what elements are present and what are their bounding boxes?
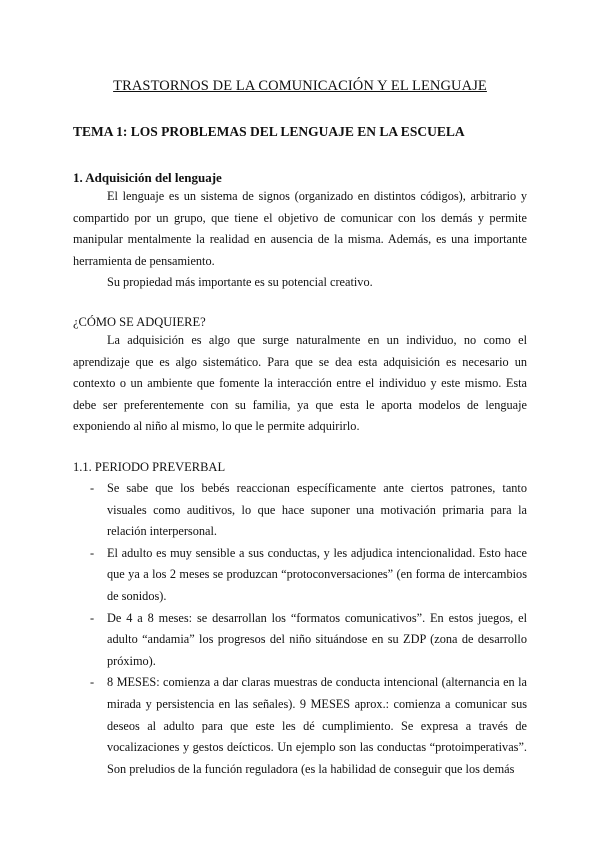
list-item xyxy=(73,608,527,673)
preverbal-bullet-list xyxy=(73,478,527,780)
list-item xyxy=(73,672,527,780)
document-title: TRASTORNOS DE LA COMUNICACIÓN Y EL LENGUAJE xyxy=(113,78,487,94)
list-item xyxy=(73,543,527,608)
list-item-text: 8 MESES: comienza a dar claras muestras de conducta intencional (alternancia en la mirada y persistencia en las señales). 9 MESES aprox.: comienza a comunicar sus deseos al adulto para que este les dé cumplimiento. Se expresa a través de vocalizaciones y gestos deícticos. Un ejemplo son las conductas “protoimperativas”. Son preludios de la función reguladora (es la habilidad de conseguir que los demás xyxy=(107,675,527,776)
topic-heading: TEMA 1: LOS PROBLEMAS DEL LENGUAJE EN LA ESCUELA xyxy=(73,124,465,139)
list-item-text: El adulto es muy sensible a sus conductas, y les adjudica intencionalidad. Esto hace que ya a los 2 meses se produzcan “protoconversaciones” (en forma de intercambios de sonidos). xyxy=(107,545,527,603)
paragraph-creative-potential: Su propiedad más importante es su potencial creativo. xyxy=(107,275,373,289)
paragraph-language-definition: El lenguaje es un sistema de signos (organizado en distintos códigos), arbitrario y compartido por un grupo, que tiene el objetivo de comunicar con los demás y permite manipular mentalmente la realidad en ausencia de la misma. Además, es una importante herramienta de pensamiento. xyxy=(73,189,527,268)
list-item xyxy=(73,478,527,543)
list-item-text: De 4 a 8 meses: se desarrollan los “formatos comunicativos”. En estos juegos, el adulto “andamia” los progresos del niño situándose en su ZDP (zona de desarrollo próximo). xyxy=(107,610,527,668)
paragraph-acquisition: La adquisición es algo que surge naturalmente en un individuo, no como el aprendizaje que es algo sistemático. Para que se dea esta adquisición es necesario un contexto o un ambiente que fomente la interacción entre el individuo y este mismo. Esta debe ser preferentemente con su familia, ya que esta le aporta modelos de lenguaje exponiendo al niño al mismo, lo que le permite adquirirlo. xyxy=(73,333,527,434)
bullet-dash: - xyxy=(90,610,95,625)
list-item-text: Se sabe que los bebés reaccionan específicamente ante ciertos patrones, tanto visuales como auditivos, lo que hace suponer una motivación primaria para la relación interpersonal. xyxy=(107,481,527,539)
bullet-dash: - xyxy=(90,481,95,495)
section-heading-preverbal: 1.1. PERIODO PREVERBAL xyxy=(73,460,226,474)
bullet-dash: - xyxy=(90,675,95,690)
section-heading-how-acquired: ¿CÓMO SE ADQUIERE? xyxy=(73,315,206,329)
bullet-dash: - xyxy=(90,545,95,560)
section-heading-acquisition: 1. Adquisición del lenguaje xyxy=(73,170,222,185)
